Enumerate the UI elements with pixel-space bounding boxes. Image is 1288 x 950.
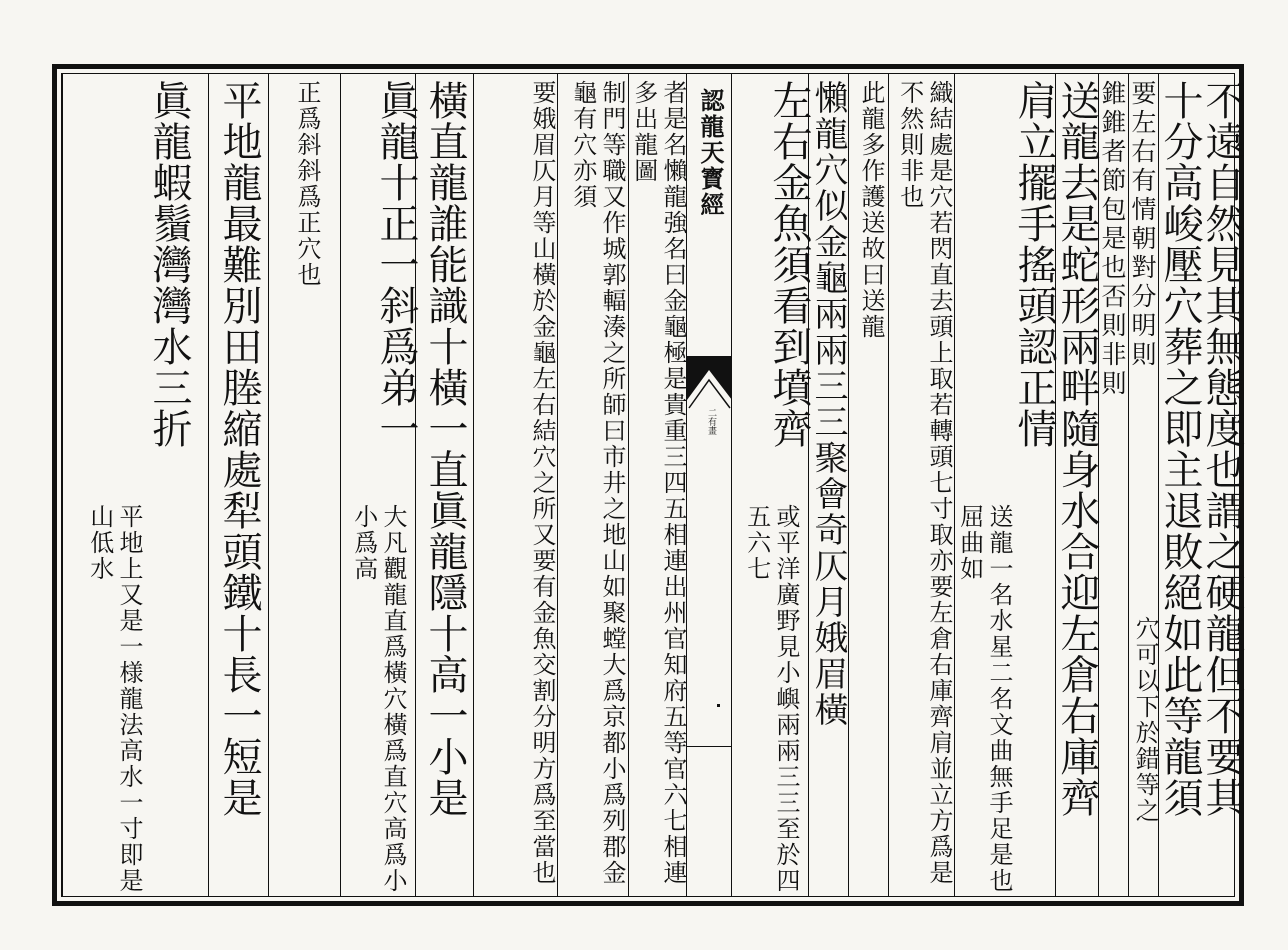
text-column-9: [808, 74, 848, 896]
text-column-8: [848, 74, 888, 896]
folio-mark: 二有畫: [706, 408, 716, 435]
text-column-5: [1055, 74, 1098, 896]
column-note-text: 大凡觀龍直爲橫穴橫爲直穴高爲小小爲高: [349, 504, 407, 894]
text-column-11: [628, 74, 686, 896]
column-note-text: 或平洋廣野見小嶼兩兩三三至於四五六七: [742, 504, 800, 894]
column-note-text: 平地上又是一様龍法高水一寸即是山低水: [85, 504, 143, 894]
column-main-text: 十分高峻壓穴葬之即主退敗絕如此等龍須: [1157, 80, 1203, 818]
column-main-text: 不遠自然見其無態度也謂之硬龍但不要其: [1199, 80, 1245, 818]
column-main-text: 肩立擺手搖頭認正情: [1011, 80, 1057, 449]
text-column-4: [1098, 74, 1128, 896]
text-column-10: [731, 74, 812, 896]
column-note-text: 者是名懶龍強名曰金龜極是貴重三四五相連出州官知府五等官六七相連多出龍圖: [629, 80, 687, 886]
text-column-14: [415, 74, 473, 896]
column-note-text: 正爲斜斜爲正穴也: [293, 80, 321, 288]
spine-title: 認龍天寳經: [696, 88, 725, 218]
column-main-text: 送龍去是蛇形兩畔隨身水合迎左倉右庫齊: [1054, 80, 1100, 818]
column-note-text: 穴可以下於錯等之: [1131, 616, 1160, 824]
spine-dot: [717, 704, 720, 707]
column-note-text: 織結處是穴若閃直去頭上取若轉頭七寸取亦要左倉右庫齊肩並立方爲是不然則非也: [895, 80, 953, 886]
spine-divider: [687, 746, 731, 747]
text-column-18: [62, 74, 208, 896]
column-main-text: 懶龍穴似金龜兩兩三三聚會奇仄月娥眉橫: [808, 80, 848, 728]
fish-tail-mark-icon: [687, 356, 732, 404]
text-column-16: [268, 74, 340, 896]
text-column-12: [557, 74, 628, 896]
column-main-text: 眞龍十正一斜爲弟一: [373, 80, 419, 449]
text-column-6: [954, 74, 1055, 896]
column-main-text: 眞龍蝦鬚灣灣水三折: [146, 80, 192, 449]
column-main-text: 平地龍最難別田塍縮處犁頭鐵十長一短是: [216, 80, 262, 818]
text-column-13: [473, 74, 557, 896]
column-main-text: 左右金魚須看到墳齊: [766, 80, 812, 449]
book-spine: [686, 74, 731, 896]
column-main-text: 要左右有情朝對分明則: [1128, 80, 1157, 370]
text-column-3: [1128, 74, 1158, 896]
text-column-2: [1158, 74, 1201, 896]
text-frame: [61, 73, 1245, 897]
column-note-text: 要娥眉仄月等山橫於金龜左右結穴之所又要有金魚交割分明方爲至當也: [528, 80, 556, 886]
book-page: [52, 64, 1244, 906]
column-main-text: 橫直龍誰能識十橫一直眞龍隱十高一小是: [422, 80, 468, 818]
column-main-text: 錐錐者節包是也否則非則: [1098, 80, 1127, 399]
column-note-text: 此龍多作護送故曰送龍: [857, 80, 885, 340]
column-note-text: 送龍一名水星二名文曲無手足是也屈曲如: [955, 504, 1013, 894]
text-column-1: [1201, 74, 1244, 896]
text-column-17: [208, 74, 268, 896]
column-note-text: 制門等職又作城郭輻湊之所師曰市井之地山如聚螳大爲京都小爲列郡金龜有穴亦須: [568, 80, 626, 886]
text-column-15: [340, 74, 419, 896]
text-column-7: [888, 74, 954, 896]
